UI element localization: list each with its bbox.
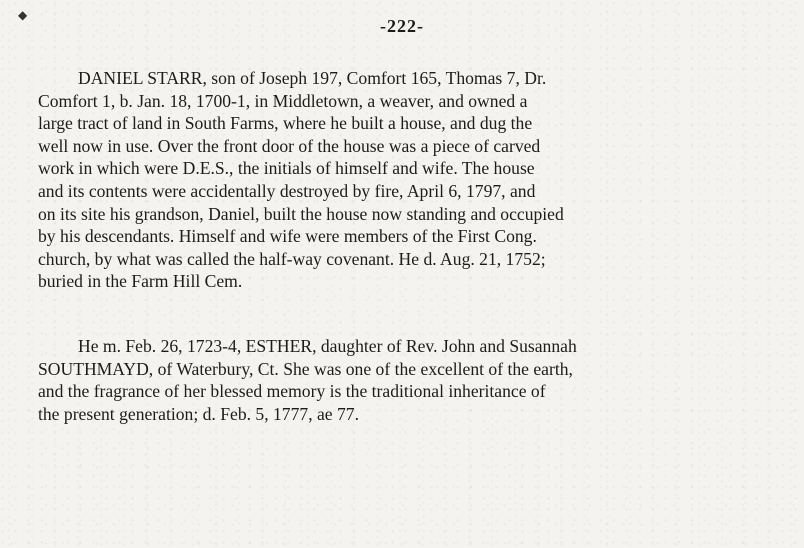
page-number: -222- <box>380 16 424 36</box>
text-line: He m. Feb. 26, 1723-4, ESTHER, daughter of Rev. John and Susannah <box>78 336 577 356</box>
text-line: work in which were D.E.S., the initials of himself and wife. The house <box>38 158 535 179</box>
text-line: large tract of land in South Farms, where he built a house, and dug the <box>38 113 533 134</box>
text-line: Comfort 1, b. Jan. 18, 1700-1, in Middletown, a weaver, and owned a <box>38 90 528 111</box>
scan-speck-mark: ◆ <box>18 8 28 22</box>
text-line: the present generation; d. Feb. 5, 1777, ae 77. <box>38 403 360 424</box>
text-line: on its site his grandson, Daniel, built the house now standing and occupied <box>38 203 564 224</box>
text-line: DANIEL STARR, son of Joseph 197, Comfort 165, Thomas 7, Dr. <box>78 68 547 88</box>
text-line: church, by what was called the half-way covenant. He d. Aug. 21, 1752; <box>38 248 546 269</box>
text-line: SOUTHMAYD, of Waterbury, Ct. She was one of the excellent of the earth, <box>38 358 573 379</box>
text-line: well now in use. Over the front door of the house was a piece of carved <box>38 135 541 156</box>
paragraph-esther-southmayd <box>38 335 778 425</box>
text-line: and its contents were accidentally destroyed by fire, April 6, 1797, and <box>38 180 536 201</box>
text-line: by his descendants. Himself and wife were members of the First Cong. <box>38 226 537 247</box>
text-line: buried in the Farm Hill Cem. <box>38 271 243 292</box>
paragraph-daniel-starr <box>38 67 778 293</box>
text-line: and the fragrance of her blessed memory is the traditional inheritance of <box>38 381 546 402</box>
